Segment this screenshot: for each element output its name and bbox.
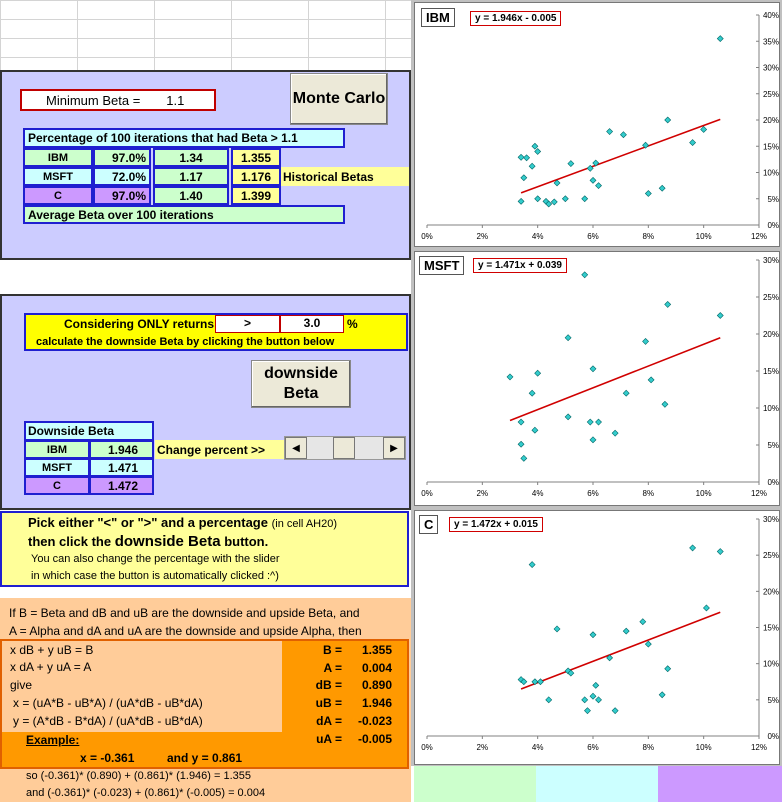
data-point: [529, 562, 535, 568]
var-value: 0.004: [361, 661, 392, 675]
var-list: [284, 641, 404, 751]
ticker-c: C: [23, 186, 93, 205]
pct-ibm: 97.0%: [93, 148, 151, 167]
y-tick-label: 0%: [767, 478, 779, 487]
instr-line4: in which case the button is automatically clicked :^): [31, 570, 279, 582]
sheet-grid-line: [0, 260, 412, 294]
y-tick-label: 40%: [762, 11, 779, 20]
x-tick-label: 12%: [750, 743, 768, 752]
x-tick-label: 2%: [476, 232, 489, 241]
var-value: 1.355: [361, 643, 392, 657]
var-key: uB =: [315, 696, 342, 710]
data-point: [535, 149, 541, 155]
data-point: [582, 272, 588, 278]
data-point: [562, 196, 568, 202]
data-point: [568, 161, 574, 167]
y-tick-label: 25%: [762, 89, 779, 99]
data-point: [535, 370, 541, 376]
data-point: [551, 199, 557, 205]
downside-button-line1: downside: [264, 365, 338, 382]
ds-value-ibm: 1.946: [89, 440, 154, 459]
instr-line2a: then click the: [28, 534, 112, 549]
y-tick-label: 15%: [762, 367, 779, 376]
slider-right-arrow[interactable]: ▶: [383, 437, 405, 459]
hist-c: 1.399: [231, 186, 281, 205]
data-point: [612, 430, 618, 436]
avg-ibm: 1.34: [153, 148, 229, 167]
y-tick-label: 15%: [762, 623, 779, 633]
data-point: [593, 682, 599, 688]
data-point: [645, 191, 651, 197]
var-key: dA =: [316, 714, 342, 728]
y-tick-label: 25%: [762, 293, 779, 302]
var-value: 0.890: [361, 678, 392, 692]
chart-msft-title: MSFT: [419, 256, 464, 275]
formula-e1: x dB + y uB = B: [10, 643, 94, 657]
formula-e2: x dA + y uA = A: [10, 660, 92, 674]
slider-left-arrow[interactable]: ◀: [285, 437, 307, 459]
data-point: [582, 697, 588, 703]
so-line1: so (-0.361)* (0.890) + (0.861)* (1.946) = 1.355: [26, 770, 252, 782]
data-point: [596, 697, 602, 703]
trendline: [521, 612, 720, 689]
var-key: B =: [322, 643, 342, 657]
ds-ticker-c: C: [24, 476, 90, 495]
data-point: [529, 163, 535, 169]
avg-c: 1.40: [153, 186, 229, 205]
x-tick-label: 4%: [531, 232, 544, 241]
data-point: [612, 708, 618, 714]
data-point: [703, 605, 709, 611]
x-tick-label: 0%: [421, 743, 433, 752]
data-point: [717, 549, 723, 555]
min-beta-label: Minimum Beta =: [46, 92, 141, 108]
min-beta-value[interactable]: 1.1: [166, 92, 185, 108]
x-tick-label: 6%: [587, 232, 599, 241]
y-tick-label: 5%: [767, 194, 779, 204]
data-point: [554, 626, 560, 632]
y-tick-label: 10%: [762, 168, 779, 178]
y-tick-label: 5%: [767, 441, 779, 450]
chart-ibm-equation: y = 1.946x - 0.005: [470, 11, 561, 26]
formula-e5: y = (A*dB - B*dA) / (uA*dB - uB*dA): [13, 714, 203, 728]
slider-thumb[interactable]: [333, 437, 355, 459]
x-tick-label: 12%: [750, 489, 768, 498]
data-point: [590, 366, 596, 372]
data-point: [623, 628, 629, 634]
data-point: [565, 335, 571, 341]
data-point: [717, 36, 723, 42]
y-tick-label: 5%: [767, 695, 779, 705]
chart-ibm-title: IBM: [421, 8, 455, 27]
ds-value-msft: 1.471: [89, 458, 154, 477]
data-point: [662, 401, 668, 407]
data-point: [587, 419, 593, 425]
x-tick-label: 10%: [695, 743, 712, 752]
var-value: -0.023: [357, 714, 392, 728]
chart-c-svg: [415, 511, 781, 766]
data-point: [532, 143, 538, 149]
avg-msft: 1.17: [153, 167, 229, 186]
hist-msft: 1.176: [231, 167, 281, 186]
formula-p2: A = Alpha and dA and uA are the downside and upside Alpha, then: [9, 624, 362, 638]
instr-line2b: downside Beta: [114, 533, 221, 550]
pct-header: Percentage of 100 iterations that had Beta > 1.1: [23, 128, 345, 148]
y-tick-label: 30%: [762, 256, 779, 265]
y-tick-label: 10%: [762, 659, 779, 669]
data-point: [507, 374, 513, 380]
data-point: [532, 427, 538, 433]
chart-msft-svg: [415, 252, 781, 507]
data-point: [623, 390, 629, 396]
var-key: dB =: [315, 678, 342, 692]
x-tick-label: 4%: [531, 489, 544, 498]
data-point: [590, 632, 596, 638]
x-tick-label: 0%: [421, 489, 433, 498]
chart-msft[interactable]: [414, 251, 780, 506]
chart-c-title: C: [419, 515, 438, 534]
instr-line3: You can also change the percentage with the slider: [31, 553, 280, 565]
var-key: uA =: [316, 732, 342, 746]
data-point: [690, 545, 696, 551]
x-tick-label: 0%: [421, 232, 433, 241]
data-point: [590, 177, 596, 183]
data-point: [701, 126, 707, 132]
data-point: [518, 419, 524, 425]
data-point: [648, 377, 654, 383]
data-point: [546, 697, 552, 703]
data-point: [640, 619, 646, 625]
data-point: [535, 196, 541, 202]
so-line2: and (-0.361)* (-0.023) + (0.861)* (-0.005) = 0.004: [26, 787, 266, 799]
x-tick-label: 12%: [750, 232, 768, 241]
y-tick-label: 20%: [762, 587, 779, 597]
x-result: x = -0.361: [80, 751, 135, 765]
chart-ibm[interactable]: [414, 2, 780, 247]
data-point: [643, 338, 649, 344]
y-tick-label: 0%: [767, 732, 779, 741]
sheet-grid: [0, 0, 412, 70]
y-tick-label: 20%: [762, 330, 779, 339]
example-label: Example:: [26, 733, 80, 747]
avg-beta-label: Average Beta over 100 iterations: [23, 205, 345, 224]
trendline: [510, 338, 720, 421]
x-tick-label: 2%: [476, 489, 489, 498]
mc-table: [23, 148, 409, 206]
bottom-cell-purple: [658, 766, 782, 802]
x-tick-label: 4%: [531, 743, 544, 752]
percent-slider[interactable]: [284, 436, 406, 460]
formula-e3: give: [10, 678, 33, 692]
data-point: [565, 414, 571, 420]
var-value: 1.946: [361, 696, 392, 710]
data-point: [524, 155, 530, 161]
instr-line1a: Pick either "<" or ">" and a percentage: [28, 515, 268, 530]
y-tick-label: 0%: [767, 221, 779, 230]
data-point: [590, 693, 596, 699]
x-tick-label: 6%: [587, 489, 599, 498]
data-point: [645, 641, 651, 647]
chart-c-equation: y = 1.472x + 0.015: [449, 517, 543, 532]
hist-ibm: 1.355: [231, 148, 281, 167]
calc-text: calculate the downside Beta by clicking the button below: [36, 336, 335, 348]
trendline: [521, 119, 720, 193]
chart-c[interactable]: [414, 510, 780, 765]
y-tick-label: 15%: [762, 142, 779, 152]
y-result: and y = 0.861: [167, 751, 243, 765]
historical-betas-label: Historical Betas: [281, 167, 409, 186]
chart-msft-equation: y = 1.471x + 0.039: [473, 258, 567, 273]
instr-line2: [28, 533, 268, 550]
data-point: [596, 183, 602, 189]
change-percent-label: Change percent >>: [155, 440, 285, 459]
data-point: [659, 185, 665, 191]
bottom-cell-green: [414, 766, 536, 802]
data-point: [665, 117, 671, 123]
x-tick-label: 2%: [476, 743, 489, 752]
data-point: [537, 679, 543, 685]
ticker-ibm: IBM: [23, 148, 93, 167]
data-point: [582, 196, 588, 202]
y-tick-label: 35%: [762, 37, 779, 47]
data-point: [596, 419, 602, 425]
percent-input[interactable]: 3.0: [280, 315, 344, 333]
ds-ticker-ibm: IBM: [24, 440, 90, 459]
x-tick-label: 10%: [695, 489, 712, 498]
var-key: A =: [323, 661, 342, 675]
data-point: [521, 175, 527, 181]
data-point: [620, 132, 626, 138]
var-value: -0.005: [357, 732, 392, 746]
data-point: [529, 390, 535, 396]
x-tick-label: 10%: [695, 232, 712, 241]
instr-line1: [28, 515, 337, 530]
downside-header: Downside Beta: [24, 421, 154, 441]
ticker-msft: MSFT: [23, 167, 93, 186]
data-point: [590, 437, 596, 443]
percent-sign: %: [347, 317, 358, 331]
x-tick-label: 6%: [587, 743, 599, 752]
chart-ibm-svg: [415, 3, 781, 248]
data-point: [690, 140, 696, 146]
downside-beta-button[interactable]: [251, 360, 351, 408]
data-point: [521, 455, 527, 461]
data-point: [518, 441, 524, 447]
y-tick-label: 30%: [762, 63, 779, 73]
data-point: [584, 708, 590, 714]
formula-p1: If B = Beta and dB and uB are the downside and upside Beta, and: [9, 606, 360, 620]
data-point: [717, 313, 723, 319]
y-tick-label: 20%: [762, 116, 779, 125]
x-tick-label: 8%: [642, 489, 655, 498]
data-point: [607, 129, 613, 135]
considering-label: Considering ONLY returns: [64, 317, 215, 331]
min-beta-cell[interactable]: [20, 89, 216, 111]
monte-carlo-button[interactable]: Monte Carlo: [290, 73, 388, 125]
formula-e4: x = (uA*B - uB*A) / (uA*dB - uB*dA): [13, 696, 203, 710]
operator-input[interactable]: >: [215, 315, 280, 333]
downside-button-line2: Beta: [283, 385, 319, 402]
x-tick-label: 8%: [642, 743, 655, 752]
ds-value-c: 1.472: [89, 476, 154, 495]
instr-line1b: (in cell AH20): [271, 518, 338, 530]
data-point: [659, 692, 665, 698]
data-point: [665, 301, 671, 307]
y-tick-label: 25%: [762, 551, 779, 561]
instr-line2c: button.: [224, 534, 269, 549]
data-point: [518, 198, 524, 204]
y-tick-label: 10%: [762, 404, 779, 413]
x-tick-label: 8%: [642, 232, 655, 241]
pct-c: 97.0%: [93, 186, 151, 205]
bottom-cell-cyan: [536, 766, 658, 802]
pct-msft: 72.0%: [93, 167, 151, 186]
data-point: [518, 154, 524, 160]
y-tick-label: 30%: [762, 515, 779, 524]
ds-ticker-msft: MSFT: [24, 458, 90, 477]
data-point: [665, 666, 671, 672]
